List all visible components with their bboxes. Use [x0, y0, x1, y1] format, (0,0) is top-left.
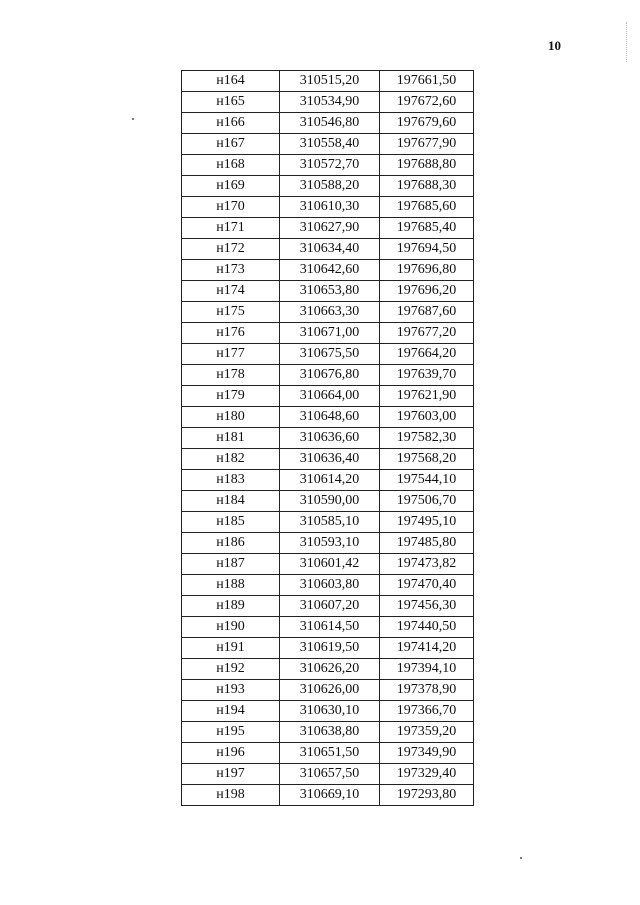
y-coordinate-cell: 197687,60	[380, 302, 474, 323]
table-row	[182, 407, 474, 428]
table-row	[182, 617, 474, 638]
table-row	[182, 764, 474, 785]
point-id-cell: н170	[182, 197, 280, 218]
table-row	[182, 722, 474, 743]
point-id-cell: н179	[182, 386, 280, 407]
table-row	[182, 134, 474, 155]
table-row	[182, 71, 474, 92]
y-coordinate-cell: 197349,90	[380, 743, 474, 764]
y-coordinate-cell: 197661,50	[380, 71, 474, 92]
x-coordinate-cell: 310636,60	[280, 428, 380, 449]
x-coordinate-cell: 310610,30	[280, 197, 380, 218]
table-row	[182, 281, 474, 302]
y-coordinate-cell: 197359,20	[380, 722, 474, 743]
table-row	[182, 428, 474, 449]
table-row	[182, 491, 474, 512]
point-id-cell: н164	[182, 71, 280, 92]
y-coordinate-cell: 197677,20	[380, 323, 474, 344]
coordinates-table-body	[182, 71, 474, 806]
point-id-cell: н198	[182, 785, 280, 806]
x-coordinate-cell: 310614,20	[280, 470, 380, 491]
x-coordinate-cell: 310614,50	[280, 617, 380, 638]
point-id-cell: н195	[182, 722, 280, 743]
x-coordinate-cell: 310675,50	[280, 344, 380, 365]
y-coordinate-cell: 197639,70	[380, 365, 474, 386]
x-coordinate-cell: 310603,80	[280, 575, 380, 596]
y-coordinate-cell: 197688,30	[380, 176, 474, 197]
y-coordinate-cell: 197685,60	[380, 197, 474, 218]
y-coordinate-cell: 197621,90	[380, 386, 474, 407]
point-id-cell: н192	[182, 659, 280, 680]
table-row	[182, 323, 474, 344]
x-coordinate-cell: 310630,10	[280, 701, 380, 722]
table-row	[182, 701, 474, 722]
y-coordinate-cell: 197394,10	[380, 659, 474, 680]
point-id-cell: н185	[182, 512, 280, 533]
x-coordinate-cell: 310593,10	[280, 533, 380, 554]
y-coordinate-cell: 197568,20	[380, 449, 474, 470]
point-id-cell: н194	[182, 701, 280, 722]
x-coordinate-cell: 310626,20	[280, 659, 380, 680]
y-coordinate-cell: 197672,60	[380, 92, 474, 113]
table-row	[182, 302, 474, 323]
point-id-cell: н180	[182, 407, 280, 428]
y-coordinate-cell: 197696,80	[380, 260, 474, 281]
table-row	[182, 533, 474, 554]
x-coordinate-cell: 310558,40	[280, 134, 380, 155]
point-id-cell: н193	[182, 680, 280, 701]
x-coordinate-cell: 310546,80	[280, 113, 380, 134]
point-id-cell: н187	[182, 554, 280, 575]
x-coordinate-cell: 310634,40	[280, 239, 380, 260]
point-id-cell: н188	[182, 575, 280, 596]
x-coordinate-cell: 310588,20	[280, 176, 380, 197]
y-coordinate-cell: 197582,30	[380, 428, 474, 449]
table-row	[182, 575, 474, 596]
coordinates-table	[181, 70, 474, 806]
table-row	[182, 680, 474, 701]
table-row	[182, 365, 474, 386]
table-row	[182, 344, 474, 365]
y-coordinate-cell: 197329,40	[380, 764, 474, 785]
y-coordinate-cell: 197456,30	[380, 596, 474, 617]
x-coordinate-cell: 310607,20	[280, 596, 380, 617]
page-number: 10	[548, 38, 561, 53]
y-coordinate-cell: 197440,50	[380, 617, 474, 638]
point-id-cell: н190	[182, 617, 280, 638]
y-coordinate-cell: 197414,20	[380, 638, 474, 659]
point-id-cell: н196	[182, 743, 280, 764]
x-coordinate-cell: 310636,40	[280, 449, 380, 470]
point-id-cell: н175	[182, 302, 280, 323]
x-coordinate-cell: 310663,30	[280, 302, 380, 323]
point-id-cell: н177	[182, 344, 280, 365]
x-coordinate-cell: 310676,80	[280, 365, 380, 386]
table-row	[182, 386, 474, 407]
point-id-cell: н168	[182, 155, 280, 176]
y-coordinate-cell: 197696,20	[380, 281, 474, 302]
point-id-cell: н167	[182, 134, 280, 155]
scan-edge-mark	[626, 22, 628, 62]
table-row	[182, 449, 474, 470]
y-coordinate-cell: 197366,70	[380, 701, 474, 722]
x-coordinate-cell: 310638,80	[280, 722, 380, 743]
table-row	[182, 512, 474, 533]
y-coordinate-cell: 197473,82	[380, 554, 474, 575]
table-row	[182, 239, 474, 260]
point-id-cell: н182	[182, 449, 280, 470]
x-coordinate-cell: 310601,42	[280, 554, 380, 575]
y-coordinate-cell: 197688,80	[380, 155, 474, 176]
x-coordinate-cell: 310585,10	[280, 512, 380, 533]
x-coordinate-cell: 310572,70	[280, 155, 380, 176]
table-row	[182, 260, 474, 281]
table-row	[182, 218, 474, 239]
y-coordinate-cell: 197694,50	[380, 239, 474, 260]
table-row	[182, 596, 474, 617]
y-coordinate-cell: 197506,70	[380, 491, 474, 512]
table-row	[182, 470, 474, 491]
point-id-cell: н184	[182, 491, 280, 512]
point-id-cell: н178	[182, 365, 280, 386]
point-id-cell: н171	[182, 218, 280, 239]
table-row	[182, 743, 474, 764]
x-coordinate-cell: 310653,80	[280, 281, 380, 302]
point-id-cell: н197	[182, 764, 280, 785]
point-id-cell: н191	[182, 638, 280, 659]
y-coordinate-cell: 197495,10	[380, 512, 474, 533]
x-coordinate-cell: 310534,90	[280, 92, 380, 113]
table-row	[182, 197, 474, 218]
point-id-cell: н176	[182, 323, 280, 344]
point-id-cell: н169	[182, 176, 280, 197]
point-id-cell: н165	[182, 92, 280, 113]
x-coordinate-cell: 310590,00	[280, 491, 380, 512]
table-row	[182, 659, 474, 680]
point-id-cell: н186	[182, 533, 280, 554]
scan-speck	[132, 118, 134, 120]
x-coordinate-cell: 310651,50	[280, 743, 380, 764]
x-coordinate-cell: 310657,50	[280, 764, 380, 785]
point-id-cell: н181	[182, 428, 280, 449]
table-row	[182, 638, 474, 659]
y-coordinate-cell: 197664,20	[380, 344, 474, 365]
table-row	[182, 176, 474, 197]
y-coordinate-cell: 197378,90	[380, 680, 474, 701]
x-coordinate-cell: 310648,60	[280, 407, 380, 428]
x-coordinate-cell: 310619,50	[280, 638, 380, 659]
y-coordinate-cell: 197677,90	[380, 134, 474, 155]
x-coordinate-cell: 310626,00	[280, 680, 380, 701]
point-id-cell: н173	[182, 260, 280, 281]
table-row	[182, 92, 474, 113]
table-row	[182, 554, 474, 575]
x-coordinate-cell: 310671,00	[280, 323, 380, 344]
table-row	[182, 155, 474, 176]
table-row	[182, 785, 474, 806]
x-coordinate-cell: 310669,10	[280, 785, 380, 806]
table-row	[182, 113, 474, 134]
point-id-cell: н189	[182, 596, 280, 617]
y-coordinate-cell: 197544,10	[380, 470, 474, 491]
point-id-cell: н174	[182, 281, 280, 302]
point-id-cell: н172	[182, 239, 280, 260]
y-coordinate-cell: 197679,60	[380, 113, 474, 134]
y-coordinate-cell: 197685,40	[380, 218, 474, 239]
point-id-cell: н166	[182, 113, 280, 134]
y-coordinate-cell: 197293,80	[380, 785, 474, 806]
y-coordinate-cell: 197485,80	[380, 533, 474, 554]
x-coordinate-cell: 310515,20	[280, 71, 380, 92]
y-coordinate-cell: 197603,00	[380, 407, 474, 428]
x-coordinate-cell: 310642,60	[280, 260, 380, 281]
y-coordinate-cell: 197470,40	[380, 575, 474, 596]
point-id-cell: н183	[182, 470, 280, 491]
x-coordinate-cell: 310627,90	[280, 218, 380, 239]
x-coordinate-cell: 310664,00	[280, 386, 380, 407]
scan-speck	[520, 857, 522, 859]
